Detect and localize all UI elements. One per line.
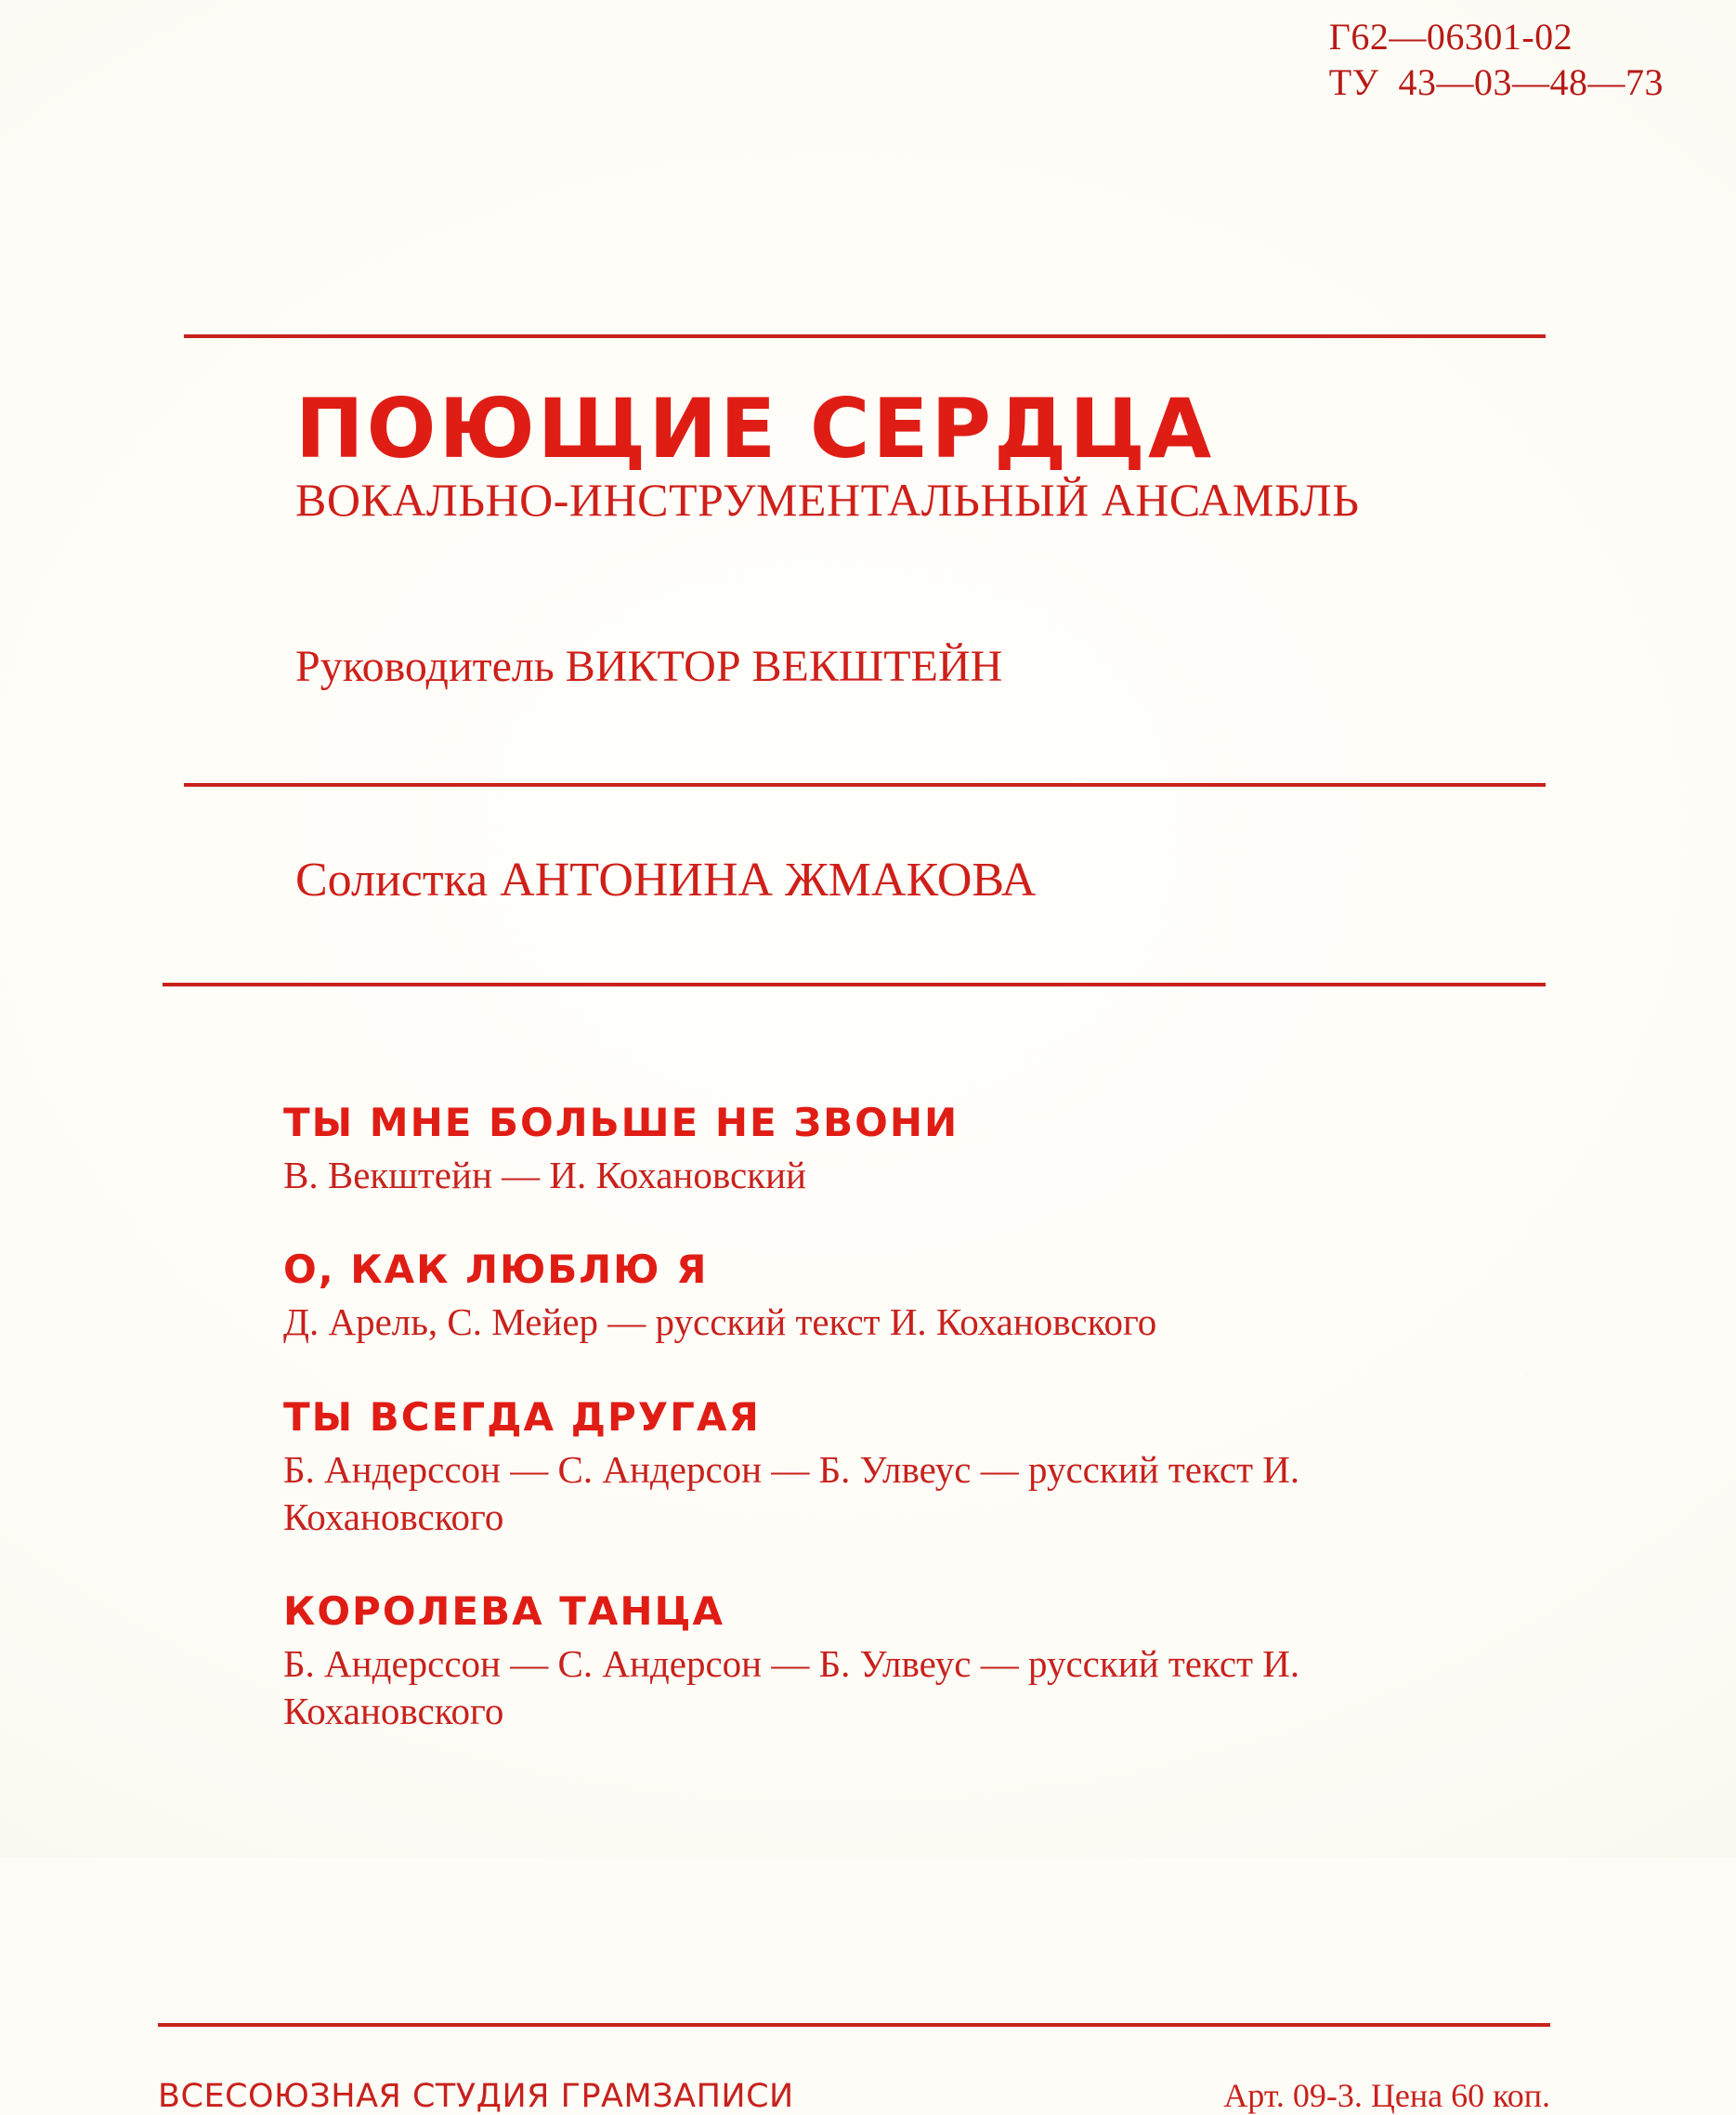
track-credit: Д. Арель, С. Мейер — русский текст И. Кохановского — [283, 1300, 1157, 1344]
divider-rule-middle — [184, 783, 1546, 787]
track-item — [283, 1101, 1677, 1199]
page-title: ПОЮЩИЕ СЕРДЦА — [295, 381, 1215, 477]
article-and-price: Арт. 09-3. Цена 60 коп. — [1223, 2077, 1550, 2114]
track-title: ТЫ МНЕ БОЛЬШЕ НЕ ЗВОНИ — [283, 1100, 959, 1145]
track-credit: Б. Андерссон — С. Андерсон — Б. Улвеус — русский текст И. Кохановского — [283, 1642, 1300, 1733]
footer — [158, 2076, 1550, 2115]
track-title: КОРОЛЕВА ТАНЦА — [283, 1588, 725, 1635]
track-item — [283, 1395, 1677, 1542]
track-title: ТЫ ВСЕГДА ДРУГАЯ — [283, 1393, 761, 1440]
track-item — [283, 1247, 1677, 1346]
catalog-number-block — [1329, 15, 1664, 106]
track-item — [283, 1589, 1677, 1736]
divider-rule-top — [184, 334, 1546, 338]
divider-rule-tracklist-top — [163, 983, 1546, 986]
catalog-number: Г62—06301-02 — [1328, 16, 1573, 58]
track-credit: Б. Андерссон — С. Андерсон — Б. Улвеус — русский текст И. Кохановского — [283, 1447, 1300, 1538]
soloist-line: Солистка АНТОНИНА ЖМАКОВА — [295, 854, 1037, 907]
studio-name: ВСЕСОЮЗНАЯ СТУДИЯ ГРАМЗАПИСИ — [158, 2078, 794, 2115]
header-block — [295, 381, 1689, 526]
ensemble-type-subtitle: ВОКАЛЬНО-ИНСТРУМЕНТАЛЬНЫЙ АНСАМБЛЬ — [295, 474, 1360, 526]
technical-spec-number: ТУ 43—03—48—73 — [1328, 60, 1664, 103]
tracklist — [283, 1101, 1677, 1736]
track-credit: В. Векштейн — И. Кохановский — [283, 1154, 806, 1197]
track-title: О, КАК ЛЮБЛЮ Я — [283, 1247, 709, 1293]
divider-rule-footer — [158, 2023, 1550, 2027]
ensemble-leader-line: Руководитель ВИКТОР ВЕКШТЕЙН — [295, 642, 1003, 691]
